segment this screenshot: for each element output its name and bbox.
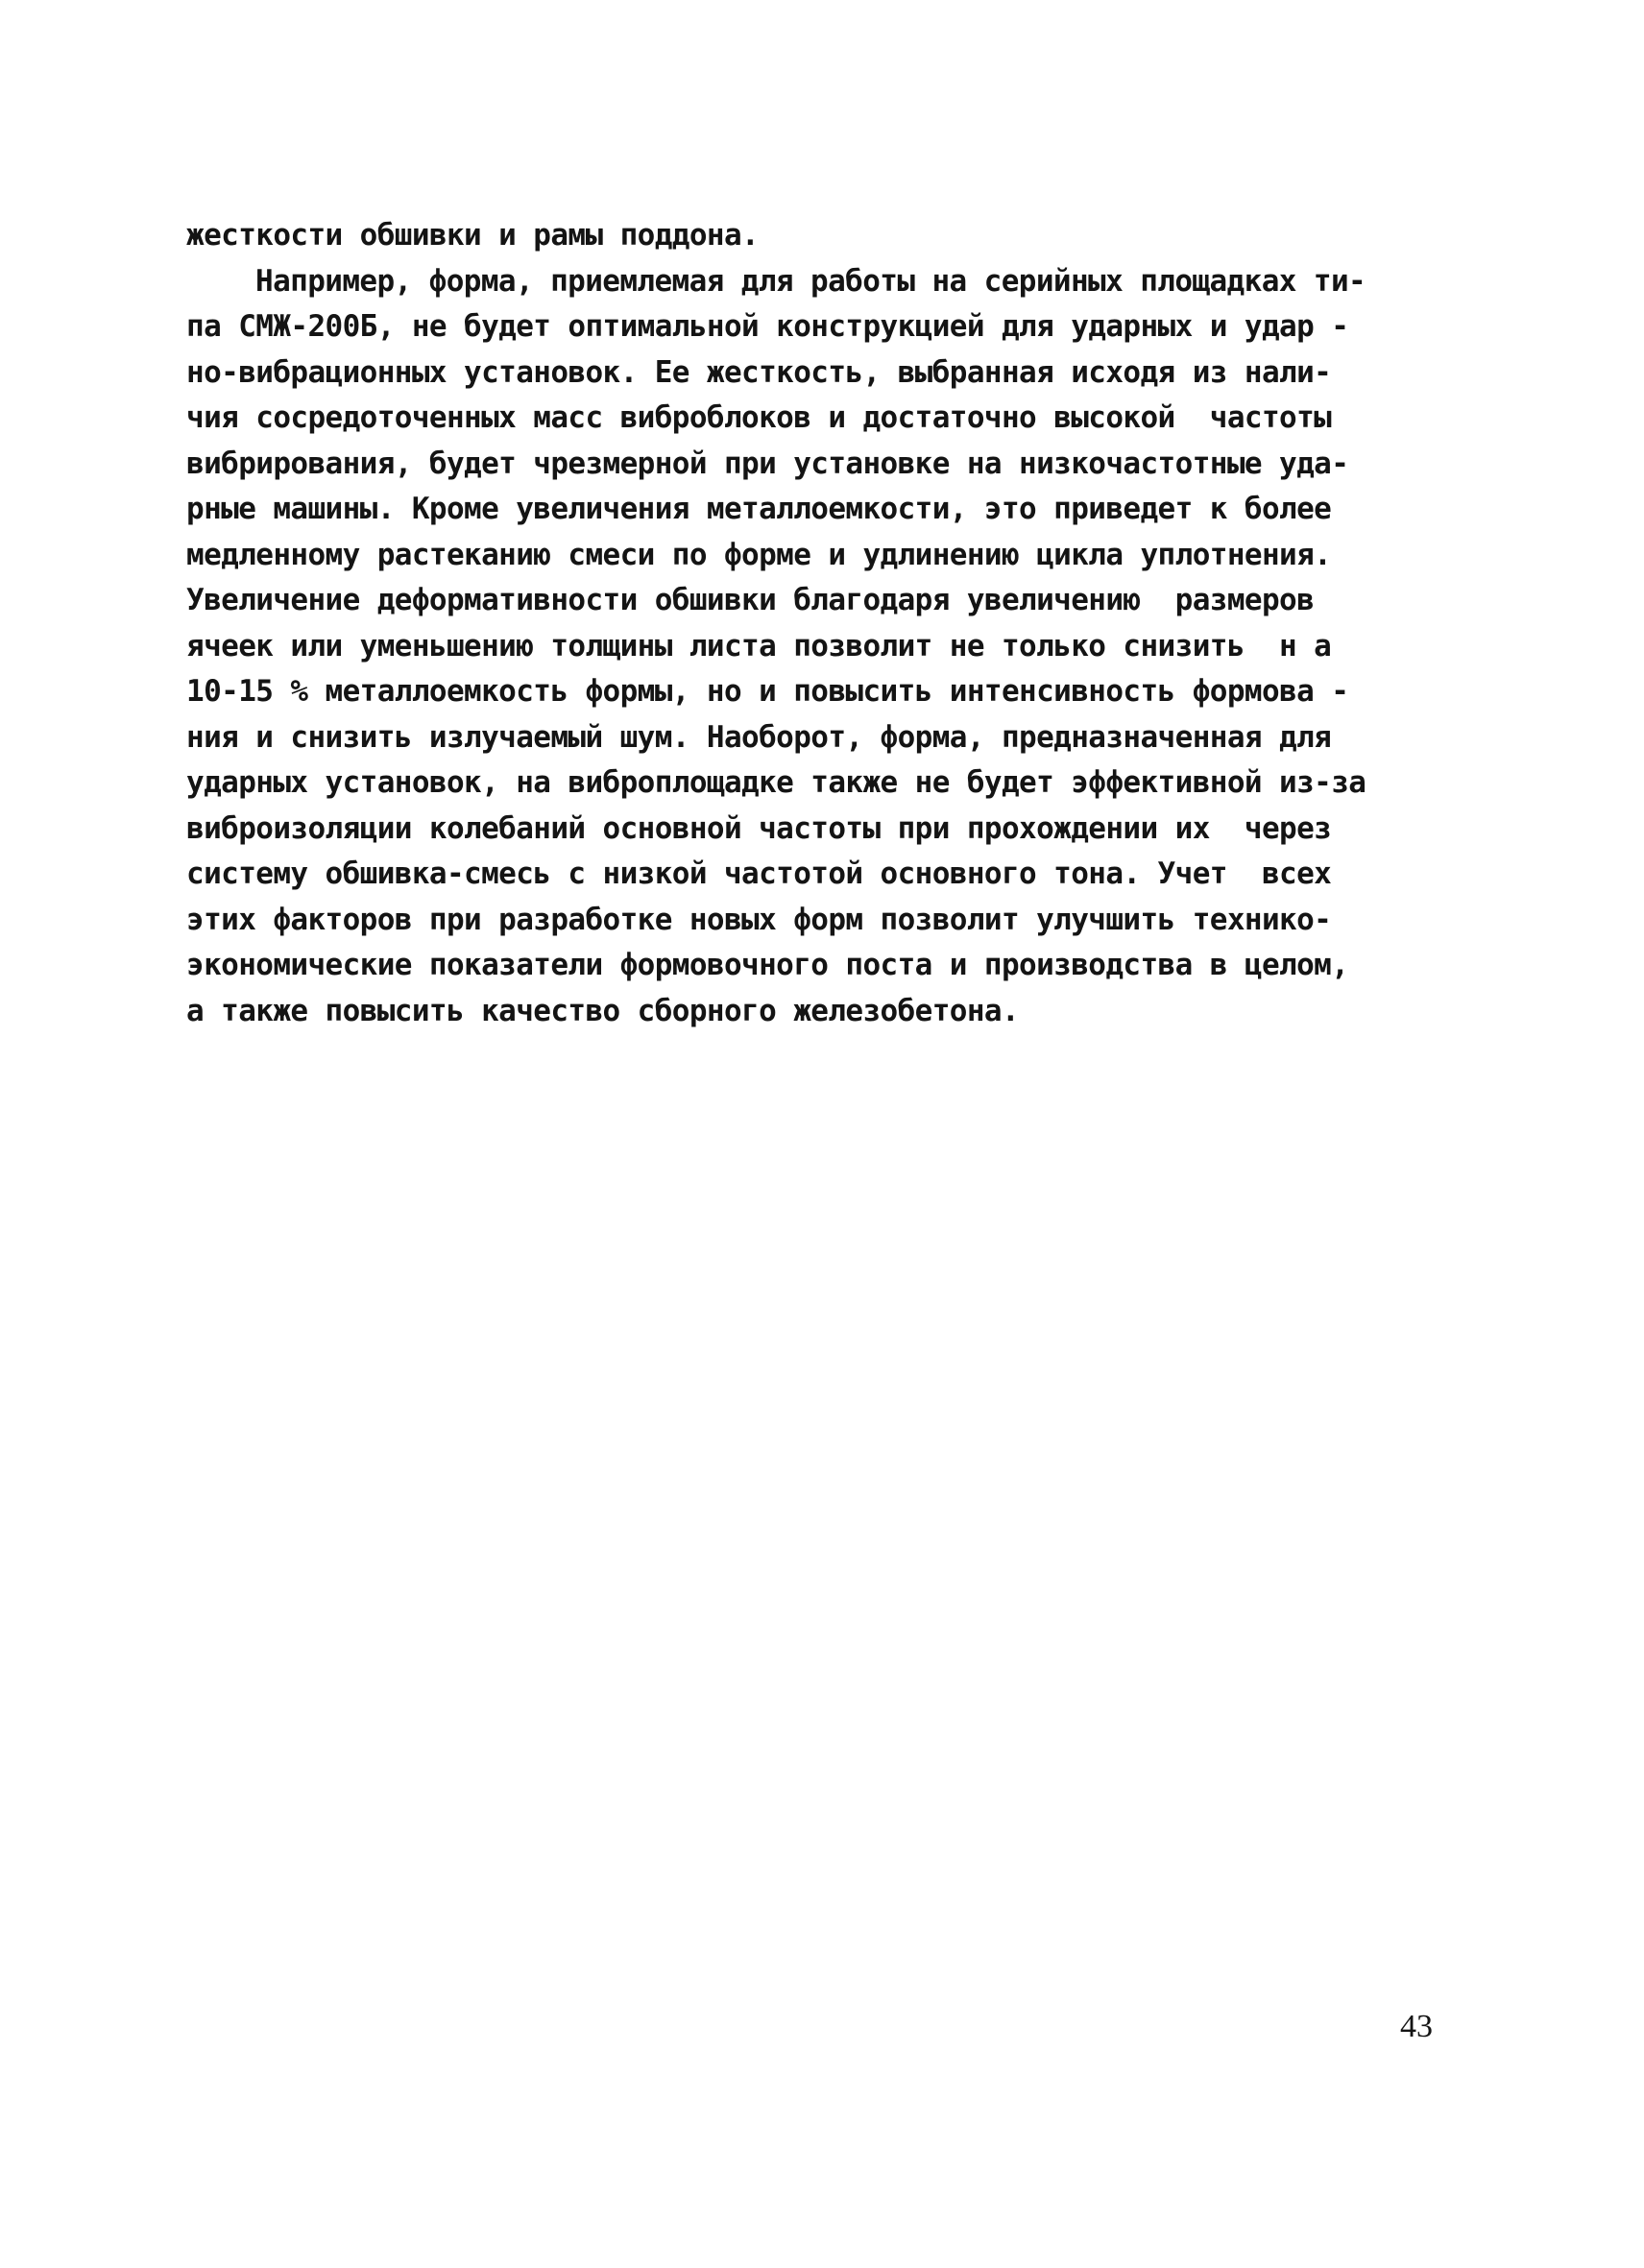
text-line: жесткости обшивки и рамы поддона. — [186, 218, 760, 253]
text-line: экономические показатели формовочного поста и производства в целом, — [186, 948, 1349, 982]
text-line: ячеек или уменьшению толщины листа позволит не только снизить н а — [186, 628, 1332, 664]
text-line: виброизоляции колебаний основной частоты при прохождении их через — [186, 810, 1332, 846]
text-line: Увеличение деформативности обшивки благодаря увеличению размеров — [186, 583, 1315, 617]
text-line: этих факторов при разработке новых форм позволит улучшить технико- — [186, 902, 1332, 937]
text-line: а также повысить качество сборного железобетона. — [186, 993, 1020, 1028]
text-line: ударных установок, на виброплощадке также не будет эффективной из-за — [186, 765, 1366, 800]
paragraph-start-line: Например, форма, приемлемая для работы на серийных площадках ти- — [255, 263, 1366, 299]
body-text — [186, 213, 1468, 1034]
text-line: вибрирования, будет чрезмерной при установке на низкочастотные уда- — [186, 446, 1349, 481]
text-line: 10-15 % металлоемкость формы, но и повысить интенсивность формова - — [186, 674, 1349, 709]
text-line: ния и снизить излучаемый шум. Наоборот, форма, предназначенная для — [186, 719, 1332, 755]
text-line: систему обшивка-смесь с низкой частотой основного тона. Учет всех — [186, 857, 1332, 891]
text-line: но-вибрационных установок. Ее жесткость, выбранная исходя из нали- — [186, 354, 1332, 390]
text-line: па СМЖ-200Б, не будет оптимальной конструкцией для ударных и удар - — [186, 309, 1349, 344]
text-line: чия сосредоточенных масс виброблоков и достаточно высокой частоты — [186, 400, 1332, 435]
page-number: 43 — [1400, 2009, 1433, 2044]
text-line: рные машины. Кроме увеличения металлоемкости, это приведет к более — [186, 492, 1332, 526]
text-line: медленному растеканию смеси по форме и удлинению цикла уплотнения. — [186, 537, 1332, 572]
